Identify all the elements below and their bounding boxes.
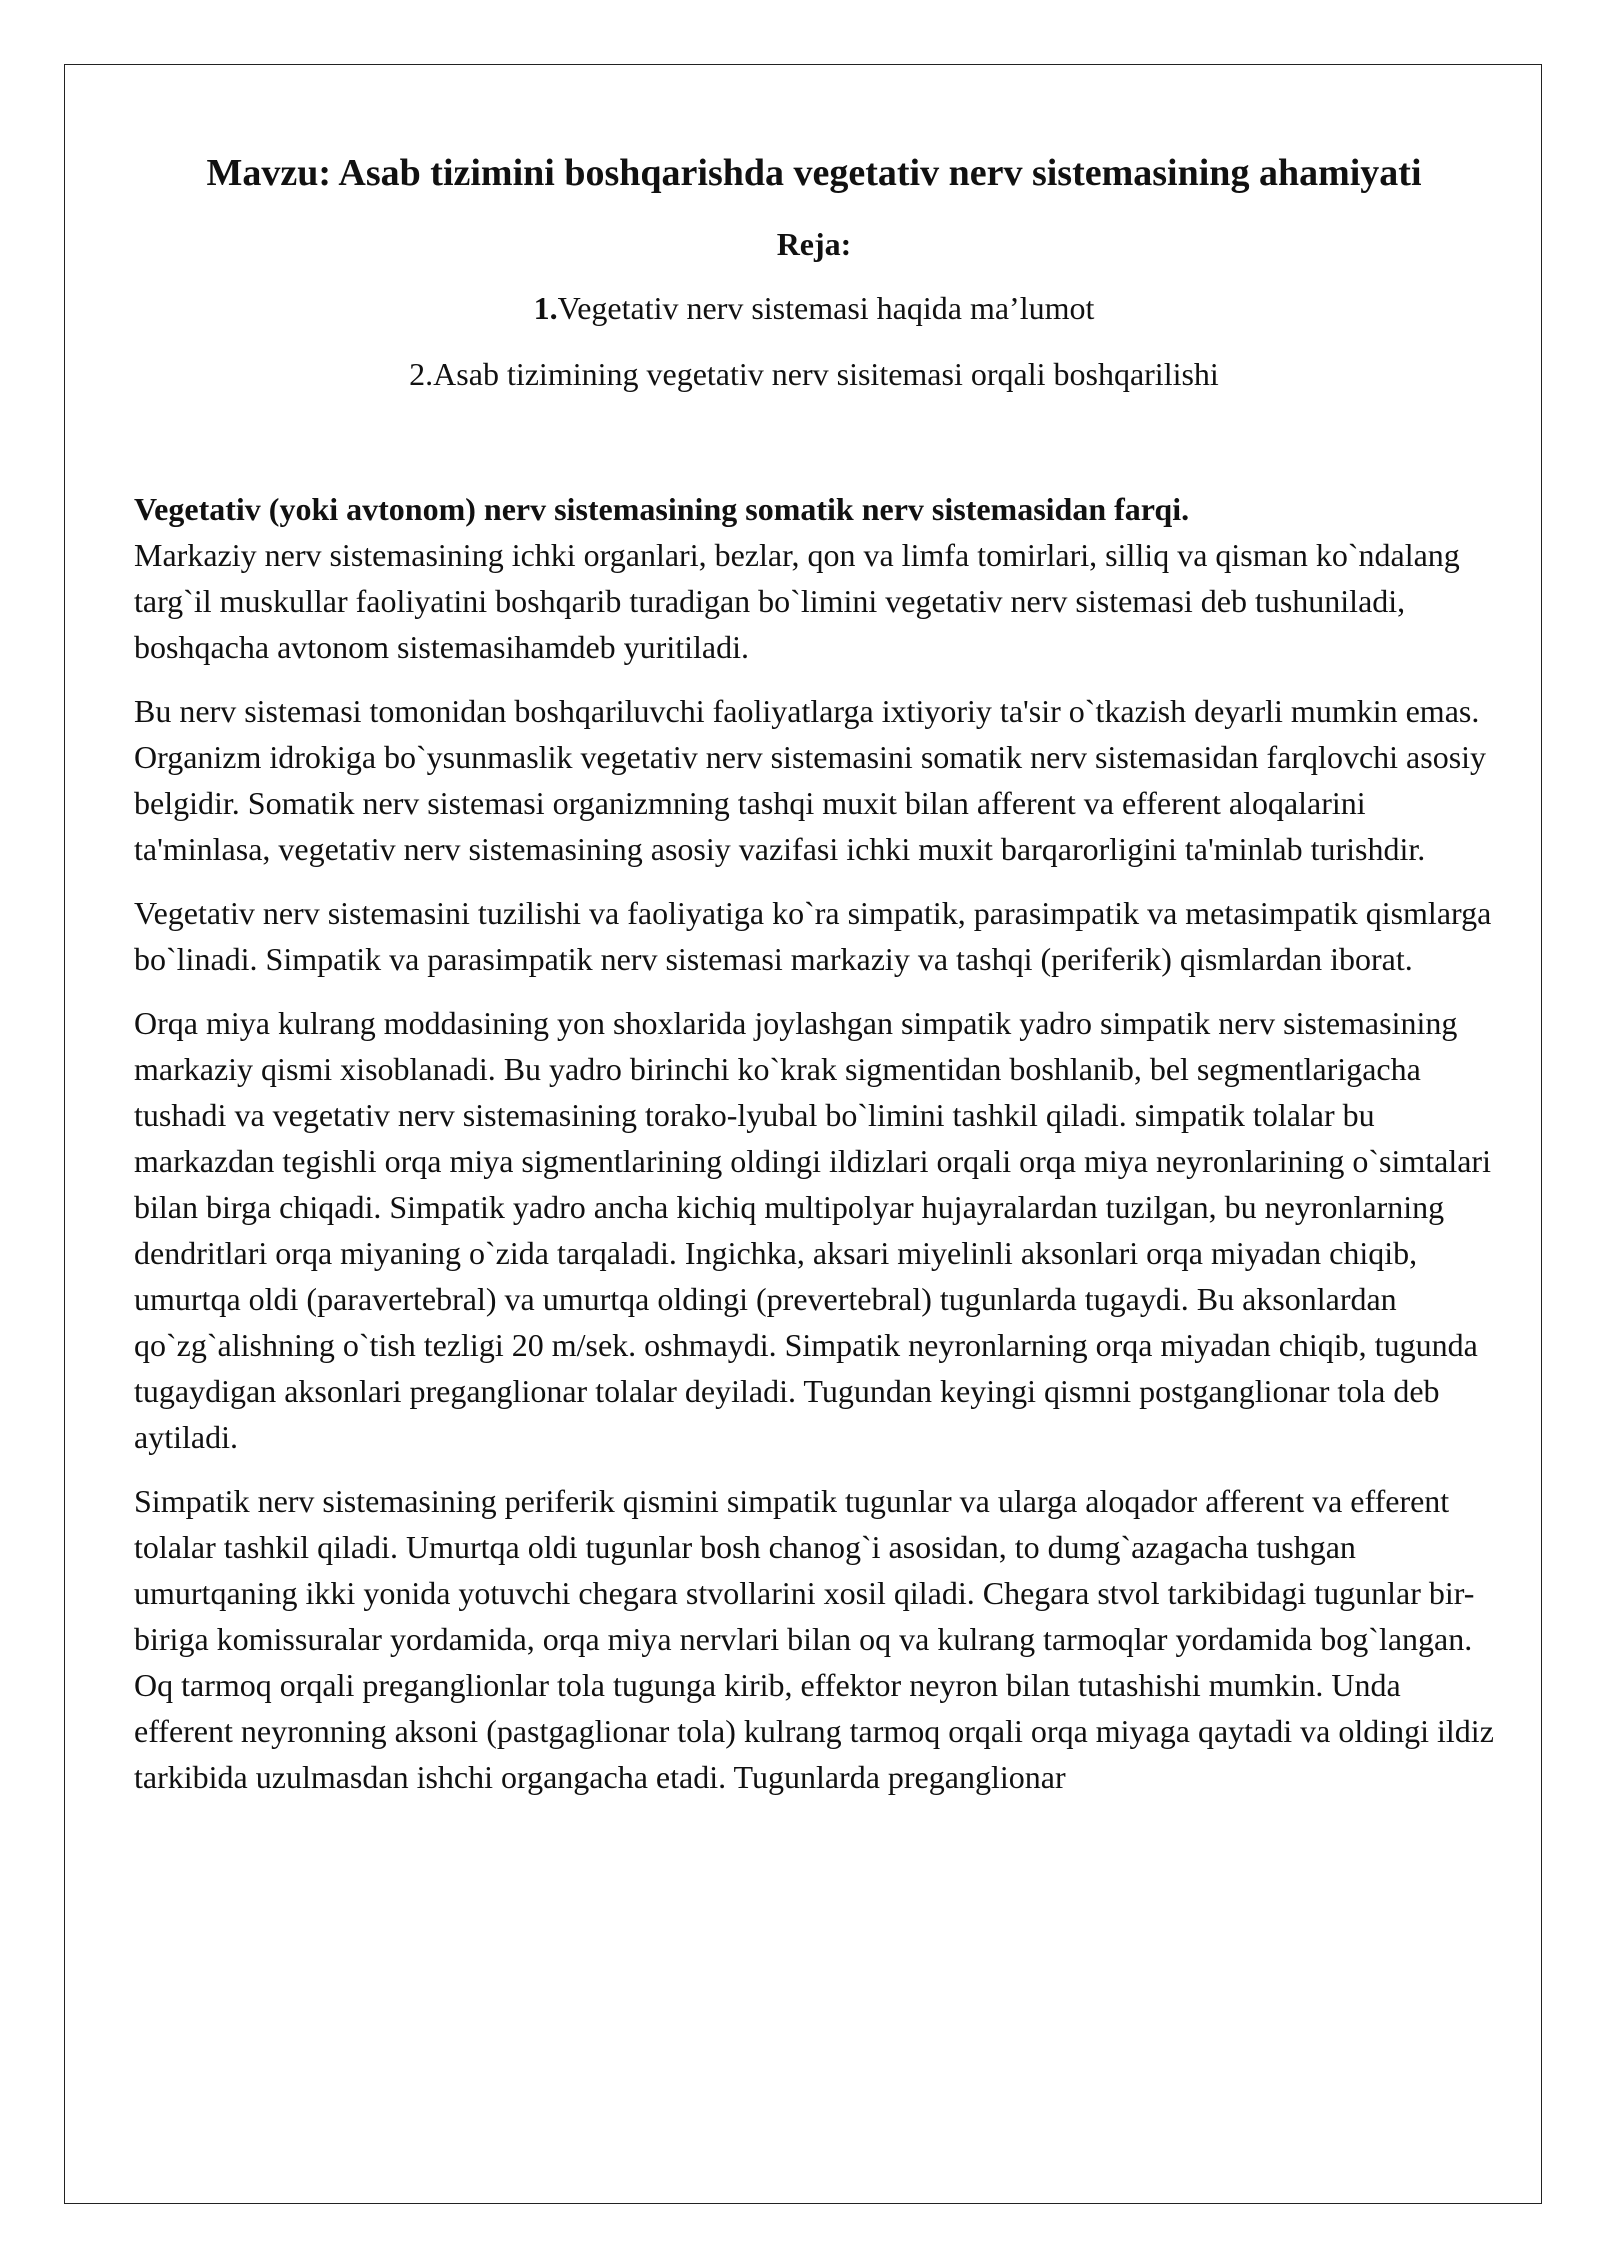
document-title: Mavzu: Asab tizimini boshqarishda vegetativ nerv sistemasining ahamiyati <box>206 152 1422 194</box>
paragraph-text: Markaziy nerv sistemasining ichki organlari, bezlar, qon va limfa tomirlari, silliq va qisman ko`ndalang targ`il muskullar faoliyatini boshqarib turadigan bo`limini vegetativ nerv sistemasi deb tushuniladi, boshqacha avtonom sistemasihamdeb yuritiladi. <box>134 537 1460 665</box>
paragraph: Simpatik nerv sistemasining periferik qismini simpatik tugunlar va ularga aloqador afferent va efferent tolalar tashkil qiladi. Umurtqa oldi tugunlar bosh chanog`i asosidan, to dumg`azagacha tushgan umurtqaning ikki yonida yotuvchi chegara stvollarini xosil qiladi. Chegara stvol tarkibidagi tugunlar bir-biriga komissuralar yordamida, orqa miya nervlari bilan oq va kulrang tarmoqlar yordamida bog`langan. Oq tarmoq orqali preganglionlar tola tugunga kirib, effektor neyron bilan tutashishi mumkin. Unda efferent neyronning aksoni (pastgaglionar tola) kulrang tarmoq orqali orqa miyaga qaytadi va oldingi ildiz tarkibida uzulmasdan ishchi organgacha etadi. Tugunlarda preganglionar <box>134 1483 1494 1795</box>
paragraph: Vegetativ nerv sistemasini tuzilishi va faoliyatiga ko`ra simpatik, parasimpatik va metasimpatik qismlarga bo`linadi. Simpatik va parasimpatik nerv sistemasi markaziy va tashqi (periferik) qismlardan iborat. <box>134 895 1492 977</box>
paragraph: Bu nerv sistemasi tomonidan boshqariluvchi faoliyatlarga ixtiyoriy ta'sir o`tkazish deyarli mumkin emas. Organizm idrokiga bo`ysunmaslik vegetativ nerv sistemasini somatik nerv sistemasidan farqlovchi asosiy belgidir. Somatik nerv sistemasi organizmning tashqi muxit bilan afferent va efferent aloqalarini ta'minlasa, vegetativ nerv sistemasining asosiy vazifasi ichki muxit barqarorligini ta'minlab turishdir. <box>134 693 1487 867</box>
section-body <box>134 486 1494 1800</box>
plan-item-1 <box>134 288 1494 328</box>
document-body <box>134 148 1494 1818</box>
paragraph <box>134 486 1494 670</box>
plan-heading: Reja: <box>776 226 852 262</box>
paragraph: Orqa miya kulrang moddasining yon shoxlarida joylashgan simpatik yadro simpatik nerv sistemasining markaziy qismi xisoblanadi. Bu yadro birinchi ko`krak sigmentidan boshlanib, bel segmentlarigacha tushadi va vegetativ nerv sistemasining torako-lyubal bo`limini tashkil qiladi. simpatik tolalar bu markazdan tegishli orqa miya sigmentlarining oldingi ildizlari orqali orqa miya neyronlarining o`simtalari bilan birga chiqadi. Simpatik yadro ancha kichiq multipolyar hujayralardan tuzilgan, bu neyronlarning dendritlari orqa miyaning o`zida tarqaladi. Ingichka, aksari miyelinli aksonlari orqa miyadan chiqib, umurtqa oldi (paravertebral) va umurtqa oldingi (prevertebral) tugunlarda tugaydi. Bu aksonlardan qo`zg`alishning o`tish tezligi 20 m/sek. oshmaydi. Simpatik neyronlarning orqa miyadan chiqib, tugunda tugaydigan aksonlari preganglionar tolalar deyiladi. Tugundan keyingi qismni postganglionar tola deb aytiladi. <box>134 1005 1491 1455</box>
plan-item-2 <box>134 354 1494 394</box>
plan-item-number: 1. <box>533 290 558 326</box>
plan-item-number: 2. <box>409 356 434 392</box>
section-heading: Vegetativ (yoki avtonom) nerv sistemasining somatik nerv sistemasidan farqi. <box>134 491 1190 527</box>
plan-item-text: Asab tizimining vegetativ nerv sisitemasi orqali boshqarilishi <box>433 356 1219 392</box>
plan-item-text: Vegetativ nerv sistemasi haqida ma’lumot <box>557 290 1095 326</box>
